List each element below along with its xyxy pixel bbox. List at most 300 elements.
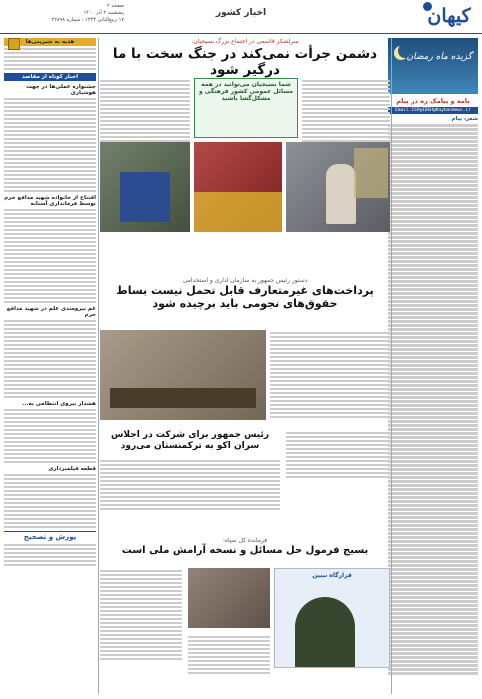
text-line xyxy=(188,644,270,647)
gift-icon xyxy=(8,38,20,50)
bottom-kicker: فرمانده کل سپاه: xyxy=(222,537,268,544)
text-line xyxy=(100,626,182,629)
text-line xyxy=(270,348,390,351)
text-line xyxy=(4,490,96,493)
text-line xyxy=(388,552,478,555)
text-line xyxy=(4,328,96,331)
photo-assembly xyxy=(188,568,270,628)
text-line xyxy=(388,216,478,219)
text-line xyxy=(286,444,390,447)
text-line xyxy=(388,180,478,183)
text-line xyxy=(388,296,478,299)
text-line xyxy=(4,174,96,177)
text-line xyxy=(4,60,96,63)
text-line xyxy=(4,352,96,355)
text-line xyxy=(4,453,96,456)
mid-kicker: دستور رئیس جمهور به سازمان اداری و استخدامی xyxy=(182,277,308,284)
text-line xyxy=(188,656,270,659)
left-news-head: افتتاح از خانواده شهید مدافع حرم توسط فرمانداری آستانه xyxy=(4,195,96,207)
text-line xyxy=(4,134,96,137)
text-line xyxy=(302,124,390,127)
text-line xyxy=(388,280,478,283)
text-line xyxy=(100,116,190,119)
text-line xyxy=(388,312,478,315)
text-line xyxy=(270,396,390,399)
ramazan-box xyxy=(388,38,478,94)
text-line xyxy=(302,132,390,135)
text-line xyxy=(4,64,96,67)
flags-shape xyxy=(194,192,282,232)
text-line xyxy=(100,464,280,467)
text-line xyxy=(4,498,96,501)
text-line xyxy=(388,536,478,539)
left-news-head: قطعه فیلمبرداری xyxy=(48,466,96,472)
text-line xyxy=(4,461,96,464)
text-line xyxy=(4,457,96,460)
text-line xyxy=(4,178,96,181)
text-line xyxy=(388,360,478,363)
text-line xyxy=(4,560,96,563)
text-line xyxy=(388,596,478,599)
text-line xyxy=(388,264,478,267)
text-line xyxy=(4,269,96,272)
text-line xyxy=(4,494,96,497)
text-line xyxy=(100,582,182,585)
text-line xyxy=(100,496,280,499)
text-line xyxy=(270,400,390,403)
text-line xyxy=(388,572,478,575)
text-line xyxy=(388,260,478,263)
text-line xyxy=(388,132,478,135)
text-line xyxy=(100,92,190,95)
text-line xyxy=(4,150,96,153)
story-column xyxy=(188,634,270,676)
text-line xyxy=(4,265,96,268)
text-line xyxy=(4,293,96,296)
text-line xyxy=(188,652,270,655)
text-line xyxy=(4,285,96,288)
text-line xyxy=(4,388,96,391)
text-line xyxy=(4,56,96,59)
ad-label: قرارگاه تبیین xyxy=(312,572,352,579)
text-line xyxy=(388,240,478,243)
text-line xyxy=(388,560,478,563)
text-line xyxy=(188,664,270,667)
text-line xyxy=(4,372,96,375)
text-line xyxy=(100,622,182,625)
text-line xyxy=(4,249,96,252)
text-line xyxy=(4,170,96,173)
text-line xyxy=(270,364,390,367)
text-line xyxy=(100,610,182,613)
text-line xyxy=(388,316,478,319)
text-line xyxy=(388,208,478,211)
text-line xyxy=(100,638,182,641)
small-headline: رئیس جمهور برای شرکت در اجلاس سران اکو به ترکمنستان می‌رود xyxy=(110,430,270,451)
text-line xyxy=(388,144,478,147)
text-line xyxy=(4,429,96,432)
text-line xyxy=(100,658,182,661)
text-line xyxy=(100,578,182,581)
text-line xyxy=(188,640,270,643)
text-line xyxy=(388,336,478,339)
text-line xyxy=(388,644,478,647)
text-line xyxy=(4,166,96,169)
text-line xyxy=(388,320,478,323)
text-line xyxy=(4,301,96,304)
text-line xyxy=(100,84,190,87)
text-line xyxy=(388,400,478,403)
text-line xyxy=(388,520,478,523)
text-line xyxy=(388,416,478,419)
text-line xyxy=(100,606,182,609)
text-line xyxy=(270,384,390,387)
text-line xyxy=(4,396,96,399)
text-line xyxy=(100,586,182,589)
left-news-head: جشنواره عملی‌ها در جهت هوشیاری xyxy=(26,84,96,96)
photo-commander xyxy=(286,142,390,232)
text-line xyxy=(188,660,270,663)
text-line xyxy=(388,480,478,483)
banner-shape xyxy=(354,148,388,198)
text-line xyxy=(4,425,96,428)
text-line xyxy=(4,126,96,129)
issue-line: ۱۷ ربیع‌الثانی ۱۴۴۳ - شماره ۲۲۸۹۸ xyxy=(51,17,124,23)
text-line xyxy=(286,460,390,463)
text-line xyxy=(388,352,478,355)
text-line xyxy=(388,568,478,571)
text-line xyxy=(4,114,96,117)
text-line xyxy=(4,409,96,412)
text-line xyxy=(270,356,390,359)
text-line xyxy=(388,148,478,151)
text-line xyxy=(4,186,96,189)
text-line xyxy=(4,392,96,395)
text-line xyxy=(388,436,478,439)
text-line xyxy=(302,88,390,91)
text-line xyxy=(270,416,390,419)
text-line xyxy=(286,432,390,435)
text-line xyxy=(4,118,96,121)
ad-box[interactable] xyxy=(274,568,390,668)
photo-meeting xyxy=(100,330,266,420)
text-line xyxy=(388,544,478,547)
column-rule xyxy=(98,38,99,694)
text-line xyxy=(188,668,270,671)
text-line xyxy=(4,213,96,216)
right-kicker: نامه و پیامک ره در پیام xyxy=(396,97,470,105)
text-line xyxy=(388,604,478,607)
text-line xyxy=(4,514,96,517)
section-title: اخبار کشور xyxy=(215,8,267,18)
text-line xyxy=(4,449,96,452)
text-line xyxy=(388,524,478,527)
text-line xyxy=(388,656,478,659)
text-line xyxy=(4,474,96,477)
text-line xyxy=(4,273,96,276)
text-line xyxy=(388,192,478,195)
text-line xyxy=(100,88,190,91)
text-line xyxy=(388,648,478,651)
text-line xyxy=(4,281,96,284)
text-line xyxy=(4,225,96,228)
text-line xyxy=(388,288,478,291)
text-line xyxy=(100,650,182,653)
text-line xyxy=(4,526,96,529)
text-line xyxy=(270,344,390,347)
text-line xyxy=(4,441,96,444)
text-line xyxy=(388,592,478,595)
text-line xyxy=(388,380,478,383)
text-line xyxy=(4,510,96,513)
text-line xyxy=(4,380,96,383)
text-line xyxy=(388,172,478,175)
text-line xyxy=(388,576,478,579)
text-line xyxy=(388,540,478,543)
text-line xyxy=(100,120,190,123)
text-line xyxy=(4,130,96,133)
text-line xyxy=(388,532,478,535)
text-line xyxy=(100,508,280,511)
text-line xyxy=(388,632,478,635)
text-line xyxy=(100,570,182,573)
text-line xyxy=(188,648,270,651)
text-line xyxy=(270,404,390,407)
text-line xyxy=(4,548,96,551)
text-line xyxy=(4,556,96,559)
text-line xyxy=(100,646,182,649)
text-line xyxy=(4,486,96,489)
text-line xyxy=(4,522,96,525)
text-line xyxy=(388,496,478,499)
correction-box-title: پوزش و تصحیح xyxy=(4,531,96,542)
text-line xyxy=(286,456,390,459)
text-line xyxy=(4,233,96,236)
text-line xyxy=(302,80,390,83)
text-line xyxy=(4,209,96,212)
text-line xyxy=(100,618,182,621)
text-line xyxy=(100,598,182,601)
text-line xyxy=(4,332,96,335)
text-line xyxy=(388,252,478,255)
text-line xyxy=(100,132,190,135)
text-line xyxy=(4,360,96,363)
text-line xyxy=(100,108,190,111)
text-line xyxy=(4,146,96,149)
text-line xyxy=(302,128,390,131)
text-line xyxy=(4,564,96,567)
text-line xyxy=(4,502,96,505)
text-line xyxy=(388,608,478,611)
text-line xyxy=(286,476,390,479)
text-line xyxy=(270,408,390,411)
text-line xyxy=(388,152,478,155)
text-line xyxy=(302,96,390,99)
text-line xyxy=(100,500,280,503)
text-line xyxy=(388,428,478,431)
text-line xyxy=(388,476,478,479)
text-line xyxy=(4,348,96,351)
text-line xyxy=(388,268,478,271)
text-line xyxy=(100,614,182,617)
text-line xyxy=(388,384,478,387)
text-line xyxy=(388,392,478,395)
text-line xyxy=(302,112,390,115)
text-line xyxy=(388,140,478,143)
text-line xyxy=(4,217,96,220)
text-line xyxy=(270,392,390,395)
page-number: صفحه ۲ xyxy=(107,3,124,9)
text-line xyxy=(388,516,478,519)
text-line xyxy=(4,257,96,260)
text-line xyxy=(4,478,96,481)
text-line xyxy=(270,368,390,371)
text-line xyxy=(4,417,96,420)
text-line xyxy=(4,445,96,448)
text-line xyxy=(270,352,390,355)
text-line xyxy=(388,652,478,655)
text-line xyxy=(4,324,96,327)
text-line xyxy=(4,277,96,280)
text-line xyxy=(388,548,478,551)
text-line xyxy=(4,102,96,105)
text-line xyxy=(100,602,182,605)
text-line xyxy=(388,136,478,139)
text-line xyxy=(388,504,478,507)
text-line xyxy=(388,396,478,399)
text-line xyxy=(4,340,96,343)
left-column xyxy=(4,38,96,694)
text-line xyxy=(4,245,96,248)
text-line xyxy=(388,420,478,423)
story-column xyxy=(270,330,390,420)
text-line xyxy=(388,308,478,311)
contact-email[interactable]: Email:ISP@IDEH@Kayhanmews.ir xyxy=(388,107,478,114)
text-line xyxy=(388,660,478,663)
text-line xyxy=(4,182,96,185)
text-line xyxy=(4,52,96,55)
text-line xyxy=(270,336,390,339)
text-line xyxy=(100,654,182,657)
text-line xyxy=(388,432,478,435)
text-line xyxy=(286,452,390,455)
text-line xyxy=(388,664,478,667)
mid-headline: پرداخت‌های غیرمتعارف قابل تحمل نیست بساط حقوق‌های نجومی باید برچیده شود xyxy=(116,284,374,310)
text-line xyxy=(388,200,478,203)
text-line xyxy=(388,616,478,619)
text-line xyxy=(100,104,190,107)
text-line xyxy=(388,492,478,495)
text-line xyxy=(388,304,478,307)
text-line xyxy=(388,168,478,171)
page-info xyxy=(4,3,124,24)
text-line xyxy=(4,421,96,424)
column-rule xyxy=(391,38,392,694)
date-line: پنجشنبه ۲ آذر ۱۴۰۰ xyxy=(83,10,124,16)
text-line xyxy=(388,376,478,379)
text-line xyxy=(302,100,390,103)
text-line xyxy=(4,368,96,371)
text-line xyxy=(388,628,478,631)
text-line xyxy=(100,642,182,645)
text-line xyxy=(388,124,478,127)
text-line xyxy=(100,504,280,507)
text-line xyxy=(388,404,478,407)
text-line xyxy=(4,544,96,547)
text-line xyxy=(388,348,478,351)
text-line xyxy=(388,448,478,451)
text-line xyxy=(388,324,478,327)
masthead xyxy=(0,0,482,34)
text-line xyxy=(100,476,280,479)
text-line xyxy=(4,437,96,440)
ramazan-box-title: گزیده ماه رمضان xyxy=(406,52,472,62)
text-line xyxy=(270,376,390,379)
text-line xyxy=(388,328,478,331)
story-column xyxy=(100,568,182,662)
text-line xyxy=(286,472,390,475)
text-line xyxy=(388,640,478,643)
text-line xyxy=(388,460,478,463)
text-line xyxy=(388,256,478,259)
text-line xyxy=(100,634,182,637)
text-line xyxy=(4,433,96,436)
story-column xyxy=(100,458,280,512)
text-line xyxy=(388,236,478,239)
text-line xyxy=(4,237,96,240)
text-line xyxy=(270,360,390,363)
text-line xyxy=(4,138,96,141)
text-line xyxy=(4,122,96,125)
text-line xyxy=(388,164,478,167)
text-line xyxy=(302,116,390,119)
text-line xyxy=(4,241,96,244)
right-section-head: شعر، پیام xyxy=(451,116,478,122)
photo-ceremony xyxy=(100,142,190,232)
text-line xyxy=(388,232,478,235)
text-line xyxy=(4,518,96,521)
text-line xyxy=(270,412,390,415)
text-line xyxy=(388,128,478,131)
text-line xyxy=(4,162,96,165)
text-line xyxy=(388,612,478,615)
text-line xyxy=(388,160,478,163)
text-line xyxy=(100,100,190,103)
text-line xyxy=(388,344,478,347)
text-line xyxy=(100,112,190,115)
text-line xyxy=(388,340,478,343)
text-line xyxy=(388,500,478,503)
text-line xyxy=(388,508,478,511)
text-line xyxy=(388,212,478,215)
text-line xyxy=(388,440,478,443)
text-line xyxy=(388,228,478,231)
text-line xyxy=(100,590,182,593)
text-line xyxy=(388,444,478,447)
bottom-headline: بسیج فرمول حل مسائل و نسخه آرامش ملی است xyxy=(121,545,369,556)
text-line xyxy=(388,600,478,603)
text-line xyxy=(100,80,190,83)
text-line xyxy=(4,320,96,323)
text-line xyxy=(100,472,280,475)
text-line xyxy=(4,106,96,109)
main-kicker: سرلشکر قاسمی در اجتماع بزرگ بسیجیان: xyxy=(191,38,299,45)
text-line xyxy=(388,528,478,531)
text-line xyxy=(388,284,478,287)
text-line xyxy=(388,356,478,359)
text-line xyxy=(286,464,390,467)
text-line xyxy=(4,482,96,485)
